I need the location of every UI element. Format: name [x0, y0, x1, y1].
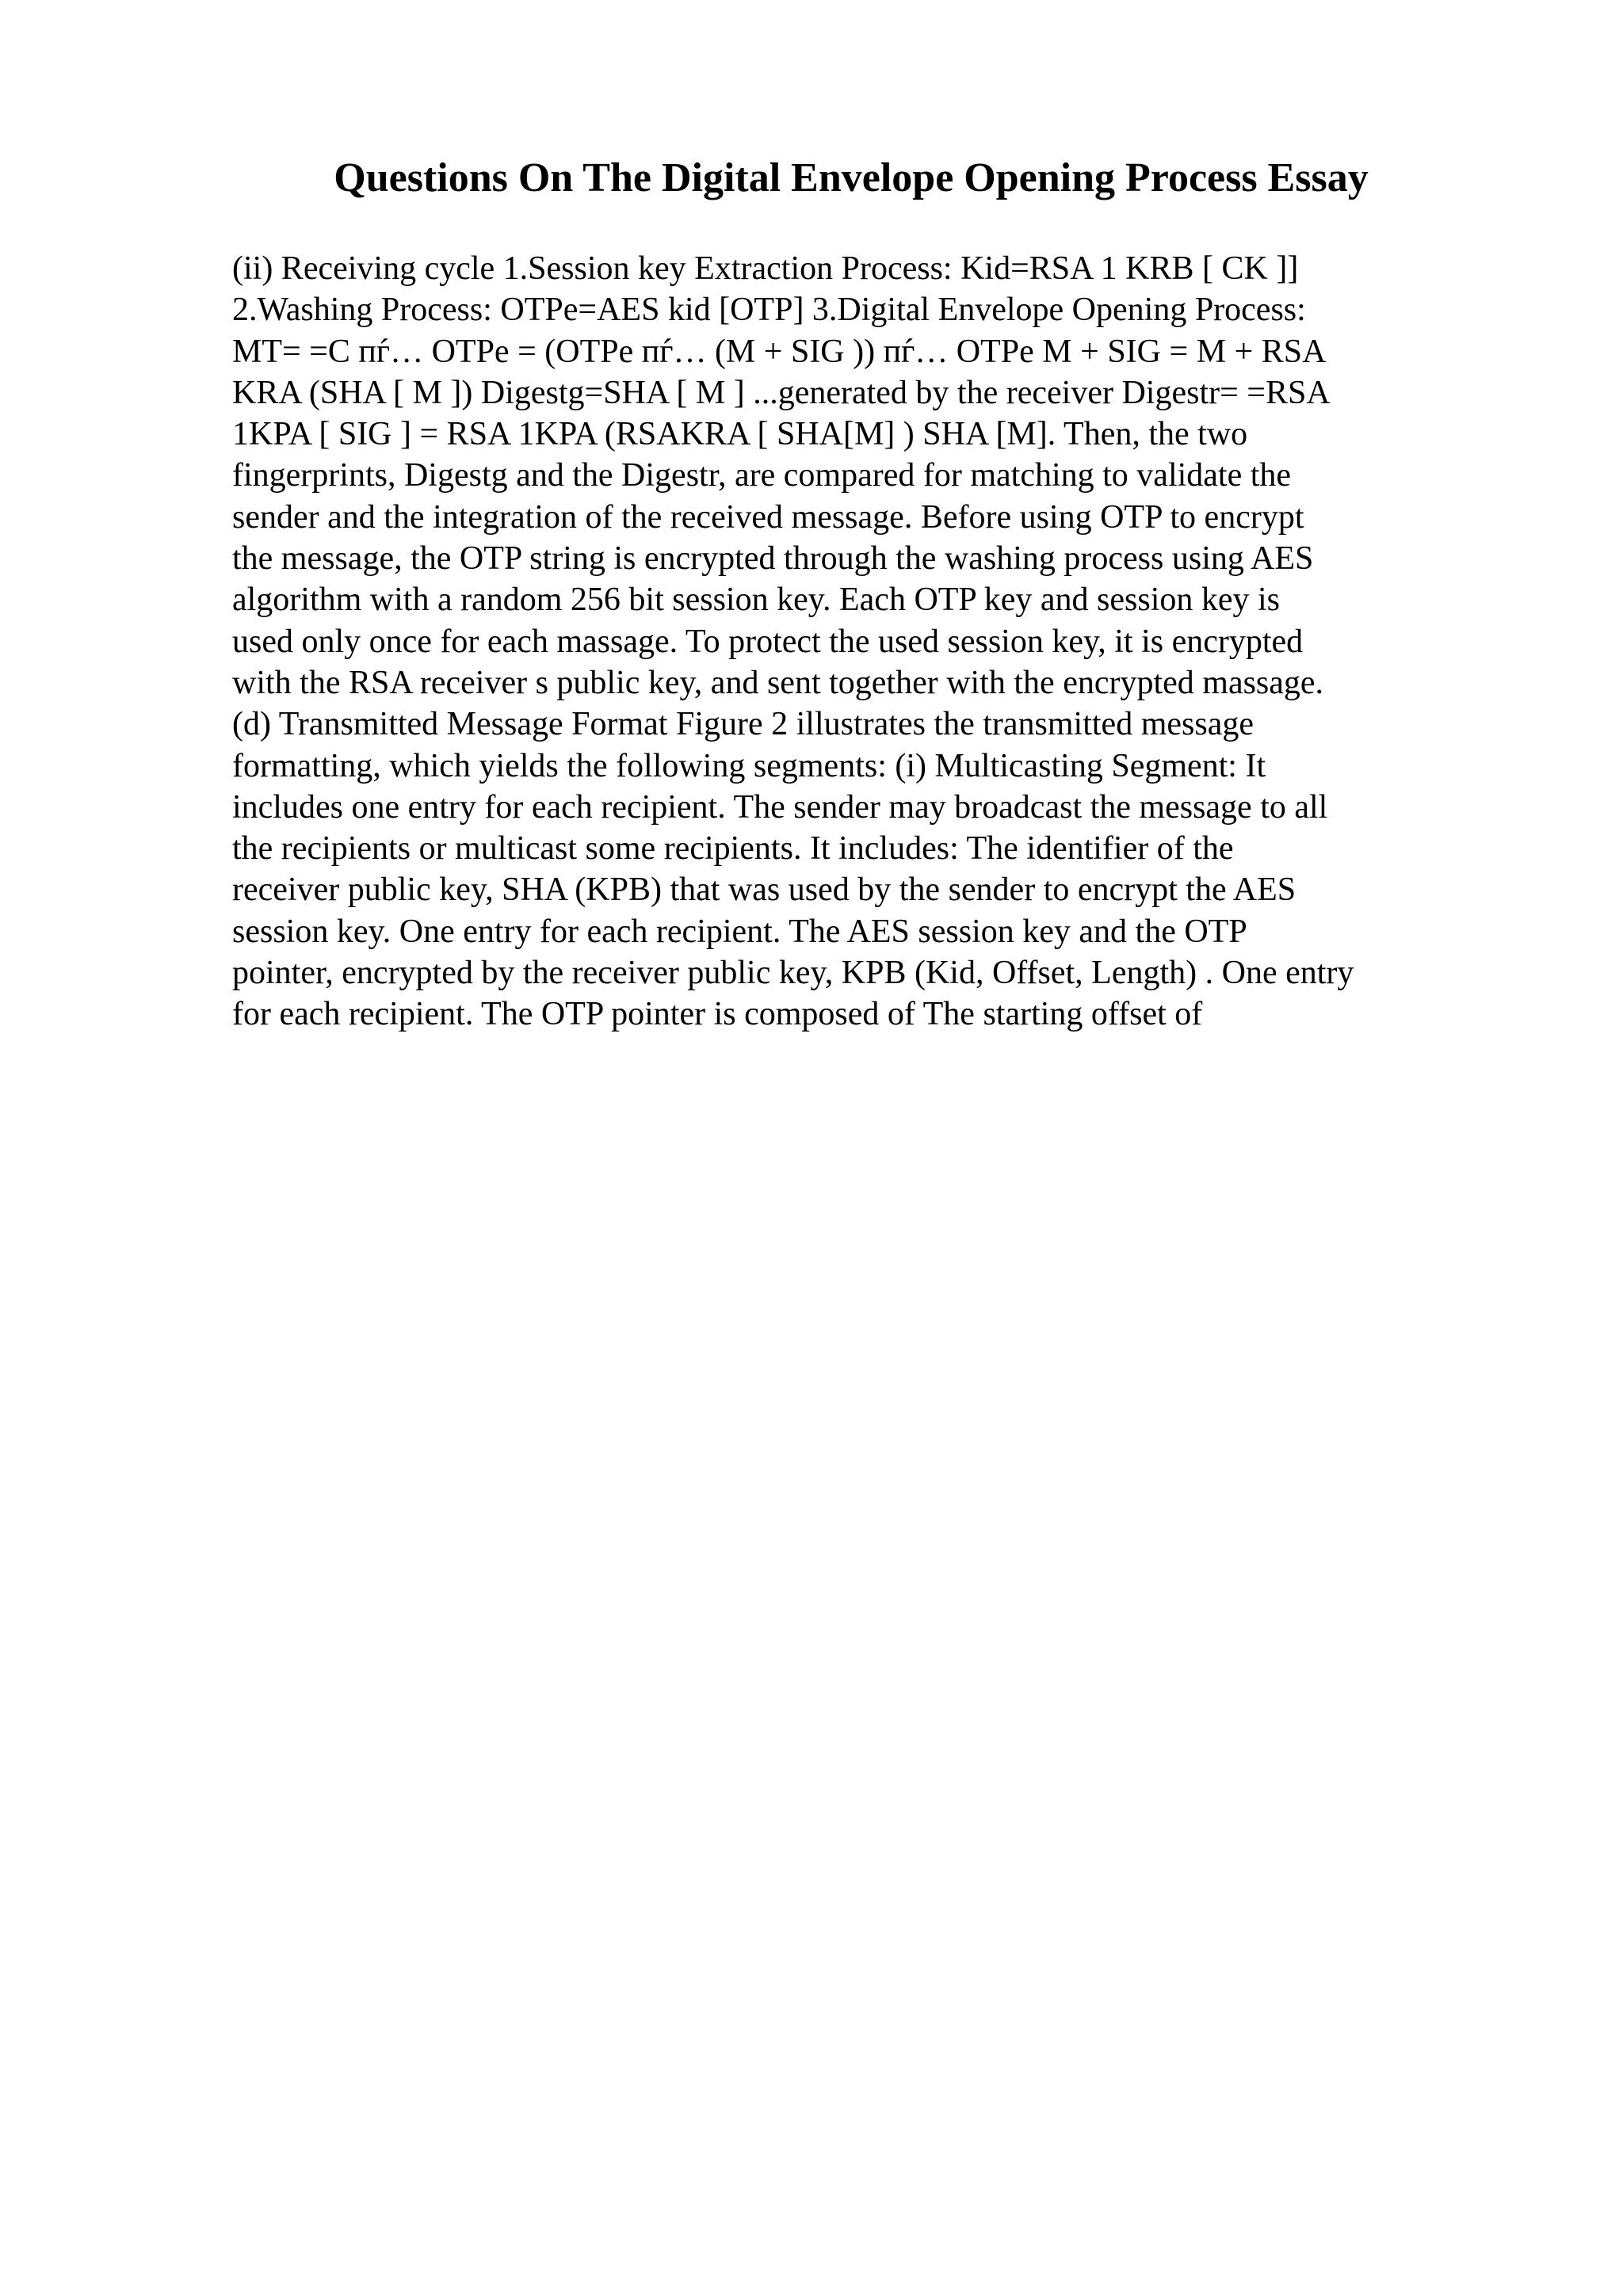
body-text-line: receiver public key, SHA (KPB) that was used by the sender to encrypt the AES [232, 871, 1296, 909]
body-text-line: (ii) Receiving cycle 1.Session key Extraction Process: Kid=RSA 1 KRB [ CK ]] [232, 250, 1299, 287]
body-text-line: pointer, encrypted by the receiver public key, KPB (Kid, Offset, Length) . One entry [232, 955, 1354, 992]
body-text-line: the recipients or multicast some recipients. It includes: The identifier of the [232, 830, 1234, 868]
body-text-line: session key. One entry for each recipient. The AES session key and the OTP [232, 913, 1247, 950]
body-text-line: sender and the integration of the received message. Before using OTP to encrypt [232, 498, 1304, 536]
body-text-line: algorithm with a random 256 bit session key. Each OTP key and session key is [232, 582, 1281, 619]
body-text-line: includes one entry for each recipient. The sender may broadcast the message to all [232, 788, 1328, 826]
body-text-line: formatting, which yields the following segments: (i) Multicasting Segment: It [232, 747, 1266, 784]
body-text-line: fingerprints, Digestg and the Digestr, are compared for matching to validate the [232, 457, 1292, 494]
page-title: Questions On The Digital Envelope Opening Process Essay [334, 155, 1369, 200]
body-text-line: for each recipient. The OTP pointer is composed of The starting offset of [232, 996, 1203, 1033]
body-text-line: 1KPA [ SIG ] = RSA 1KPA (RSAKRA [ SHA[M] ) SHA [M]. Then, the two [232, 416, 1248, 453]
body-text-line: (d) Transmitted Message Format Figure 2 illustrates the transmitted message [232, 706, 1254, 743]
body-text-line: used only once for each massage. To protect the used session key, it is encrypted [232, 623, 1304, 660]
body-text-line: MT= =C пѓ… OTPe = (OTPe пѓ… (M + SIG )) пѓ… OTPe M + SIG = M + RSA [232, 333, 1327, 370]
body-text-line: 2.Washing Process: OTPe=AES kid [OTP] 3.Digital Envelope Opening Process: [232, 292, 1306, 329]
essay-body [232, 248, 1500, 1035]
body-text-line: KRA (SHA [ M ]) Digestg=SHA [ M ] ...generated by the receiver Digestr= =RSA [232, 374, 1331, 411]
body-text-line: the message, the OTP string is encrypted through the washing process using AES [232, 540, 1314, 578]
body-text-line: with the RSA receiver s public key, and sent together with the encrypted massage. [232, 664, 1324, 701]
